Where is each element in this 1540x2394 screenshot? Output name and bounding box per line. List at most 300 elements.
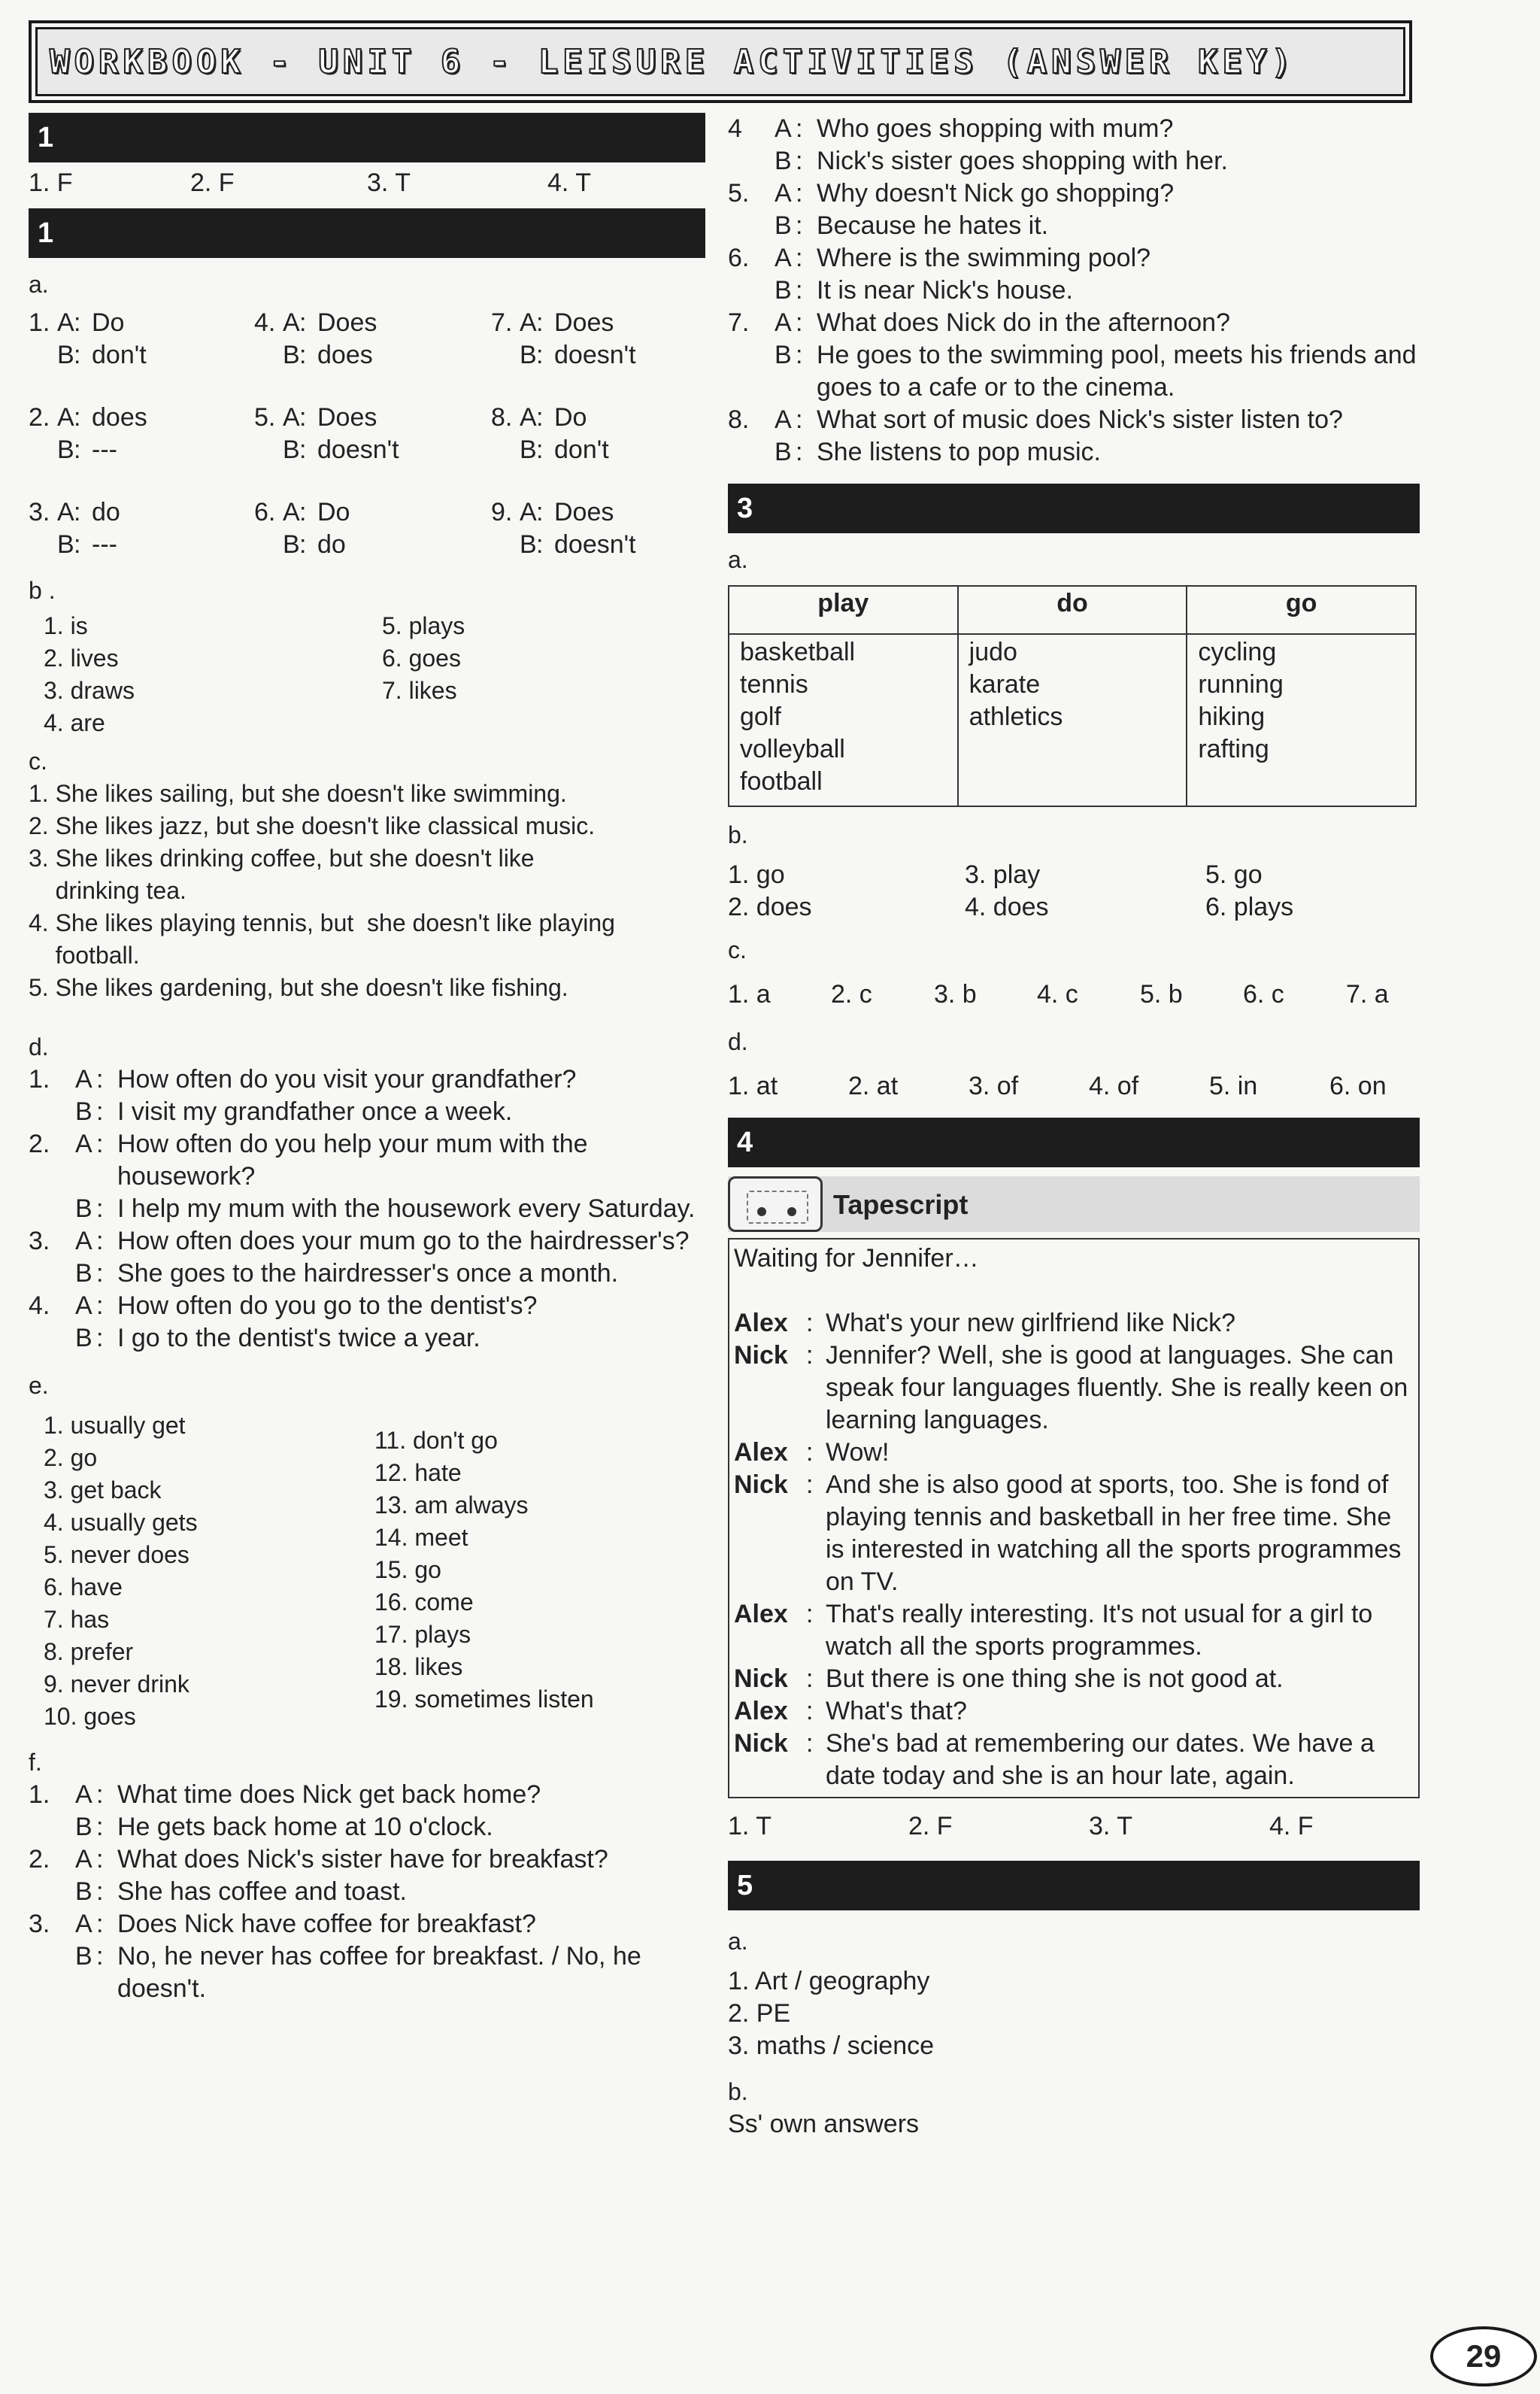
answer-line	[29, 434, 254, 466]
item-number: 4.	[29, 1291, 50, 1320]
colon: :	[299, 308, 307, 337]
part-label-d: d.	[728, 1028, 748, 1055]
colon: :	[96, 1942, 104, 1971]
table-cell	[958, 634, 1187, 806]
answer-line	[728, 210, 1420, 242]
colon: :	[74, 435, 81, 464]
speaker-label: A	[283, 403, 300, 432]
answer-item: 6. plays	[1205, 893, 1294, 921]
colon: :	[806, 1341, 814, 1370]
answer-pair	[29, 496, 254, 561]
colon: :	[806, 1697, 814, 1725]
answer-line: drinking tea.	[29, 877, 186, 904]
speaker-label: A	[75, 1065, 92, 1094]
answer-line	[29, 1779, 705, 1811]
answer-item: 3. T	[367, 168, 411, 197]
answer-item: 5. b	[1140, 980, 1183, 1009]
answer-line	[29, 1290, 705, 1322]
answer-text: I help my mum with the housework every Saturday.	[117, 1194, 696, 1223]
speaker-label: B	[283, 341, 300, 369]
part-b-row	[728, 891, 1420, 924]
colon: :	[806, 1309, 814, 1337]
answer-pair	[254, 307, 491, 372]
speaker-label: B	[75, 1942, 92, 1971]
answer-text: does	[92, 403, 147, 432]
speaker-label: A	[57, 308, 74, 337]
column-header: go	[1187, 586, 1416, 634]
answer-item: 1. a	[728, 980, 771, 1009]
answer-line	[29, 1811, 705, 1843]
colon: :	[74, 341, 81, 369]
answer-text: doesn't	[554, 530, 636, 559]
speaker-name: Alex	[734, 1438, 788, 1467]
answer-pair	[491, 307, 709, 372]
answer-line	[254, 307, 491, 339]
activity-table-header	[729, 586, 1416, 634]
answer-item: 3. b	[934, 980, 977, 1009]
dialogue-line	[734, 1437, 1412, 1469]
answer-line	[728, 436, 1420, 469]
answer-line	[491, 307, 709, 339]
answer-line	[254, 339, 491, 372]
answer-item: 2. at	[848, 1072, 899, 1100]
answer-item: 2. PE	[728, 1999, 791, 2028]
speaker-label: B	[75, 1097, 92, 1126]
answer-item: 1. usually get	[44, 1412, 186, 1439]
item-number: 7.	[728, 308, 750, 337]
part-c-answers	[29, 778, 705, 1004]
speaker-label: B	[75, 1877, 92, 1906]
answer-item: 4. are	[44, 709, 105, 736]
answer-item: 2. F	[190, 168, 235, 197]
answer-line	[728, 404, 1420, 436]
speaker-label: B	[283, 530, 300, 559]
answer-item: 3. get back	[44, 1476, 162, 1503]
section-number: 4	[737, 1126, 753, 1158]
activity-name: rafting	[1198, 735, 1269, 763]
speaker-name: Nick	[734, 1664, 788, 1693]
answer-text: don't	[554, 435, 609, 464]
answer-text: He gets back home at 10 o'clock.	[117, 1813, 493, 1841]
speaker-label: A	[775, 114, 792, 143]
section-bar-1	[29, 113, 705, 162]
item-number: 1.	[29, 308, 50, 337]
colon: :	[96, 1194, 104, 1223]
answer-line	[29, 1063, 705, 1096]
section-1-answers	[29, 167, 705, 199]
answer-line	[254, 402, 491, 434]
speaker-label: A	[775, 308, 792, 337]
answer-text: doesn't	[554, 341, 636, 369]
speaker-label: A	[75, 1845, 92, 1874]
dialogue-text: What's your new girlfriend like Nick?	[826, 1309, 1236, 1337]
item-number: 5.	[254, 403, 276, 432]
colon: :	[796, 114, 803, 143]
dialogue-line	[734, 1307, 1412, 1340]
table-cell	[729, 634, 958, 806]
answer-item: 6. have	[44, 1573, 123, 1601]
speaker-label: A	[75, 1780, 92, 1809]
speaker-label: B	[520, 530, 537, 559]
answer-text: I go to the dentist's twice a year.	[117, 1324, 480, 1352]
item-number: 8.	[728, 405, 750, 434]
speaker-label: A	[775, 405, 792, 434]
speaker-label: B	[520, 341, 537, 369]
answer-line	[491, 339, 709, 372]
item-number: 9.	[491, 498, 513, 526]
cassette-tape-icon	[728, 1176, 823, 1232]
colon: :	[96, 1065, 104, 1094]
item-number	[728, 275, 775, 307]
answer-item: 1. T	[728, 1812, 772, 1840]
speaker-label: A	[75, 1227, 92, 1255]
item-number: 2.	[29, 1845, 50, 1874]
answer-text: What does Nick do in the afternoon?	[817, 308, 1230, 337]
item-number: 1.	[29, 1065, 50, 1094]
answer-text: How often do you go to the dentist's?	[117, 1291, 538, 1320]
colon: :	[299, 498, 307, 526]
activity-name: athletics	[969, 702, 1063, 731]
answer-text: do	[317, 530, 346, 559]
answer-line	[728, 339, 1420, 404]
page-title-inner	[35, 27, 1405, 96]
speaker-name: Alex	[734, 1600, 788, 1628]
dialogue-text: Wow!	[826, 1438, 890, 1467]
answer-item: 11. don't go	[374, 1427, 498, 1454]
speaker-label: A	[75, 1291, 92, 1320]
answer-item: 3. T	[1089, 1812, 1132, 1840]
answer-line	[491, 402, 709, 434]
answer-item: 1. Art / geography	[728, 1967, 930, 1995]
left-column	[29, 113, 705, 2005]
answer-line	[728, 307, 1420, 339]
speaker-label: B	[75, 1813, 92, 1841]
item-number: 4.	[254, 308, 276, 337]
part-label-a: a.	[29, 271, 49, 298]
answer-item: 19. sometimes listen	[374, 1686, 594, 1713]
dialogue-line	[734, 1598, 1412, 1663]
answer-item: 17. plays	[374, 1621, 471, 1648]
colon: :	[299, 435, 307, 464]
dialogue-text: Jennifer? Well, she is good at languages. She can speak four languages fluently. She is really keen on learning languages.	[826, 1341, 1408, 1434]
part-a-answers	[728, 1965, 1420, 2062]
speaker-label: B	[775, 438, 792, 466]
section-number: 3	[737, 492, 753, 524]
dialogue-text: That's really interesting. It's not usual for a girl to watch all the sports programmes.	[826, 1600, 1373, 1661]
speaker-label: A	[283, 498, 300, 526]
colon: :	[96, 1227, 104, 1255]
answer-text: What sort of music does Nick's sister listen to?	[817, 405, 1343, 434]
answer-text: doesn't	[317, 435, 399, 464]
answer-item: 1. F	[29, 168, 73, 197]
item-number: 3.	[29, 498, 50, 526]
item-number: 2.	[29, 1130, 50, 1158]
colon: :	[536, 435, 544, 464]
answer-line	[728, 178, 1420, 210]
part-d-answers	[728, 1070, 1420, 1103]
page-number: 29	[1430, 2326, 1537, 2386]
tapescript-label: Tapescript	[833, 1188, 969, 1220]
item-number	[728, 436, 775, 469]
item-number	[29, 529, 57, 561]
part-a-answers	[29, 307, 705, 561]
part-b-left-list	[44, 610, 382, 739]
colon: :	[806, 1664, 814, 1693]
answer-text: Does	[317, 308, 377, 337]
answer-text: How often do you visit your grandfather?	[117, 1065, 577, 1094]
answer-item: 3. play	[965, 860, 1041, 889]
answer-line	[29, 1096, 705, 1128]
speaker-label: A	[75, 1130, 92, 1158]
speaker-name: Nick	[734, 1470, 788, 1499]
part-label-f: f.	[29, 1749, 42, 1776]
answer-line	[254, 529, 491, 561]
answer-item: 4. of	[1089, 1072, 1139, 1100]
answer-item: 2. go	[44, 1444, 98, 1471]
speaker-label: B	[57, 341, 74, 369]
colon: :	[536, 341, 544, 369]
answer-text: What time does Nick get back home?	[117, 1780, 541, 1809]
activity-name: basketball	[740, 638, 856, 666]
answer-text: Where is the swimming pool?	[817, 244, 1151, 272]
item-number	[728, 339, 775, 404]
item-number	[491, 529, 520, 561]
colon: :	[796, 341, 803, 369]
answer-pair	[491, 402, 709, 466]
part-label-a: a.	[728, 546, 748, 573]
colon: :	[299, 341, 307, 369]
answer-item: 2. c	[831, 980, 872, 1009]
tapescript-intro: Waiting for Jennifer…	[734, 1244, 979, 1273]
item-number: 6.	[728, 244, 750, 272]
colon: :	[74, 403, 81, 432]
activity-table-row	[729, 634, 1416, 806]
item-number	[728, 210, 775, 242]
item-number	[491, 339, 520, 372]
section-number: 5	[737, 1869, 753, 1901]
colon: :	[796, 405, 803, 434]
answer-line	[29, 1225, 705, 1258]
part-f-continued-answers	[728, 113, 1420, 469]
item-number	[29, 1258, 75, 1290]
answer-item: 15. go	[374, 1556, 441, 1583]
answer-item: 2. does	[728, 893, 812, 921]
dialogue-text: But there is one thing she is not good at.	[826, 1664, 1284, 1693]
speaker-label: A	[57, 403, 74, 432]
answer-text: She listens to pop music.	[817, 438, 1101, 466]
speaker-label: B	[57, 530, 74, 559]
speaker-label: B	[775, 341, 792, 369]
activity-name: judo	[969, 638, 1017, 666]
section-number: 1	[38, 217, 54, 249]
answer-line	[29, 1322, 705, 1355]
colon: :	[96, 1877, 104, 1906]
answer-line	[29, 1128, 705, 1193]
speaker-label: B	[57, 435, 74, 464]
answer-line	[29, 1908, 705, 1940]
colon: :	[796, 179, 803, 208]
item-number	[728, 145, 775, 178]
answer-text: I visit my grandfather once a week.	[117, 1097, 513, 1126]
item-number: 6.	[254, 498, 276, 526]
colon: :	[74, 308, 81, 337]
colon: :	[806, 1600, 814, 1628]
section-bar-2	[29, 208, 705, 258]
section-number: 1	[38, 121, 54, 153]
speaker-label: B	[75, 1194, 92, 1223]
part-b-right-list	[382, 610, 465, 739]
answer-text: do	[92, 498, 120, 526]
speaker-label: A	[520, 403, 537, 432]
colon: :	[796, 147, 803, 175]
answer-text: How often do you help your mum with the housework?	[117, 1130, 588, 1191]
part-f-answers	[29, 1779, 705, 2005]
answer-text: How often does your mum go to the hairdresser's?	[117, 1227, 690, 1255]
colon: :	[806, 1729, 814, 1758]
answer-line	[728, 113, 1420, 145]
colon: :	[74, 530, 81, 559]
activity-name: football	[740, 767, 823, 796]
answer-item: 3. of	[969, 1072, 1019, 1100]
item-number	[29, 434, 57, 466]
activity-name: hiking	[1198, 702, 1266, 731]
speaker-name: Nick	[734, 1729, 788, 1758]
colon: :	[806, 1438, 814, 1467]
part-label-c: c.	[29, 748, 47, 775]
colon: :	[536, 308, 544, 337]
colon: :	[796, 276, 803, 305]
speaker-label: A	[57, 498, 74, 526]
answer-item: 8. prefer	[44, 1638, 134, 1665]
answer-line	[29, 1258, 705, 1290]
answer-line: football.	[29, 942, 140, 969]
section-bar-5	[728, 1861, 1420, 1910]
part-label-c: c.	[728, 936, 747, 963]
answer-line	[254, 434, 491, 466]
part-label-a: a.	[728, 1928, 748, 1955]
dialogue-line	[734, 1728, 1412, 1792]
activity-name: golf	[740, 702, 781, 731]
part-e-answers	[29, 1409, 705, 1733]
answer-text: It is near Nick's house.	[817, 276, 1073, 305]
answer-line	[491, 496, 709, 529]
item-number	[29, 1322, 75, 1355]
colon: :	[96, 1291, 104, 1320]
colon: :	[96, 1259, 104, 1288]
answer-item: 5. in	[1209, 1072, 1258, 1100]
answer-text: don't	[92, 341, 147, 369]
answer-text: does	[317, 341, 373, 369]
speaker-label: A	[520, 498, 537, 526]
answer-text: ---	[92, 435, 117, 464]
part-b-answers	[29, 610, 705, 739]
section-bar-4	[728, 1118, 1420, 1167]
answer-line	[254, 496, 491, 529]
dialogue-line	[734, 1340, 1412, 1437]
answer-item: 4. c	[1037, 980, 1078, 1009]
tapescript-header	[728, 1176, 1420, 1232]
dialogue-line	[734, 1663, 1412, 1695]
answer-item: 3. draws	[44, 677, 135, 704]
answer-line	[29, 307, 254, 339]
colon: :	[796, 308, 803, 337]
answer-line	[29, 1193, 705, 1225]
answer-item: 2. F	[908, 1812, 953, 1840]
answer-item: 6. on	[1329, 1072, 1387, 1100]
activity-name: karate	[969, 670, 1041, 699]
answer-item: 1. go	[728, 860, 785, 889]
answer-line	[29, 529, 254, 561]
colon: :	[96, 1097, 104, 1126]
item-number	[254, 529, 283, 561]
page-title-frame	[29, 20, 1412, 103]
speaker-label: A	[775, 179, 792, 208]
colon: :	[74, 498, 81, 526]
item-number	[29, 1876, 75, 1908]
speaker-label: A	[520, 308, 537, 337]
answer-pair	[29, 307, 254, 372]
answer-item: 16. come	[374, 1588, 474, 1616]
speaker-label: A	[775, 244, 792, 272]
answer-line: 1. She likes sailing, but she doesn't like swimming.	[29, 780, 567, 807]
answer-text: Do	[554, 403, 587, 432]
speaker-label: B	[775, 211, 792, 240]
answer-line	[491, 529, 709, 561]
answer-item: 5. go	[1205, 860, 1263, 889]
colon: :	[96, 1813, 104, 1841]
answer-item: 2. lives	[44, 645, 119, 672]
answer-line	[491, 434, 709, 466]
speaker-label: B	[75, 1259, 92, 1288]
item-number	[29, 1193, 75, 1225]
table-cell	[1187, 634, 1416, 806]
speaker-label: B	[775, 147, 792, 175]
dialogue-line	[734, 1469, 1412, 1598]
answer-text: Who goes shopping with mum?	[817, 114, 1174, 143]
speaker-label: B	[775, 276, 792, 305]
answer-item: 4. F	[1269, 1812, 1314, 1840]
answer-line	[29, 402, 254, 434]
answer-text: Nick's sister goes shopping with her.	[817, 147, 1228, 175]
answer-line: 2. She likes jazz, but she doesn't like classical music.	[29, 812, 596, 839]
answer-item: 3. maths / science	[728, 2031, 935, 2060]
part-c-answers	[728, 979, 1420, 1011]
activity-table	[728, 585, 1417, 807]
answer-item: 6. c	[1243, 980, 1284, 1009]
colon: :	[96, 1910, 104, 1938]
item-number	[254, 339, 283, 372]
answer-text: Do	[92, 308, 125, 337]
answer-pair	[29, 402, 254, 466]
answer-pair	[491, 496, 709, 561]
colon: :	[536, 403, 544, 432]
item-number	[29, 1096, 75, 1128]
speaker-label: B	[283, 435, 300, 464]
item-number: 7.	[491, 308, 513, 337]
answer-item: 9. never drink	[44, 1670, 189, 1698]
answer-item: 4. T	[547, 168, 591, 197]
colon: :	[796, 211, 803, 240]
answer-text: ---	[92, 530, 117, 559]
dialogue-text: And she is also good at sports, too. She is fond of playing tennis and basketball in her free time. She is interested in watching all the sports programmes on TV.	[826, 1470, 1402, 1596]
dialogue-line	[734, 1695, 1412, 1728]
colon: :	[536, 530, 544, 559]
item-number	[29, 1811, 75, 1843]
answer-text: She goes to the hairdresser's once a month.	[117, 1259, 619, 1288]
part-e-left-list	[29, 1409, 374, 1733]
activity-name: tennis	[740, 670, 808, 699]
answer-item: 7. has	[44, 1606, 110, 1633]
